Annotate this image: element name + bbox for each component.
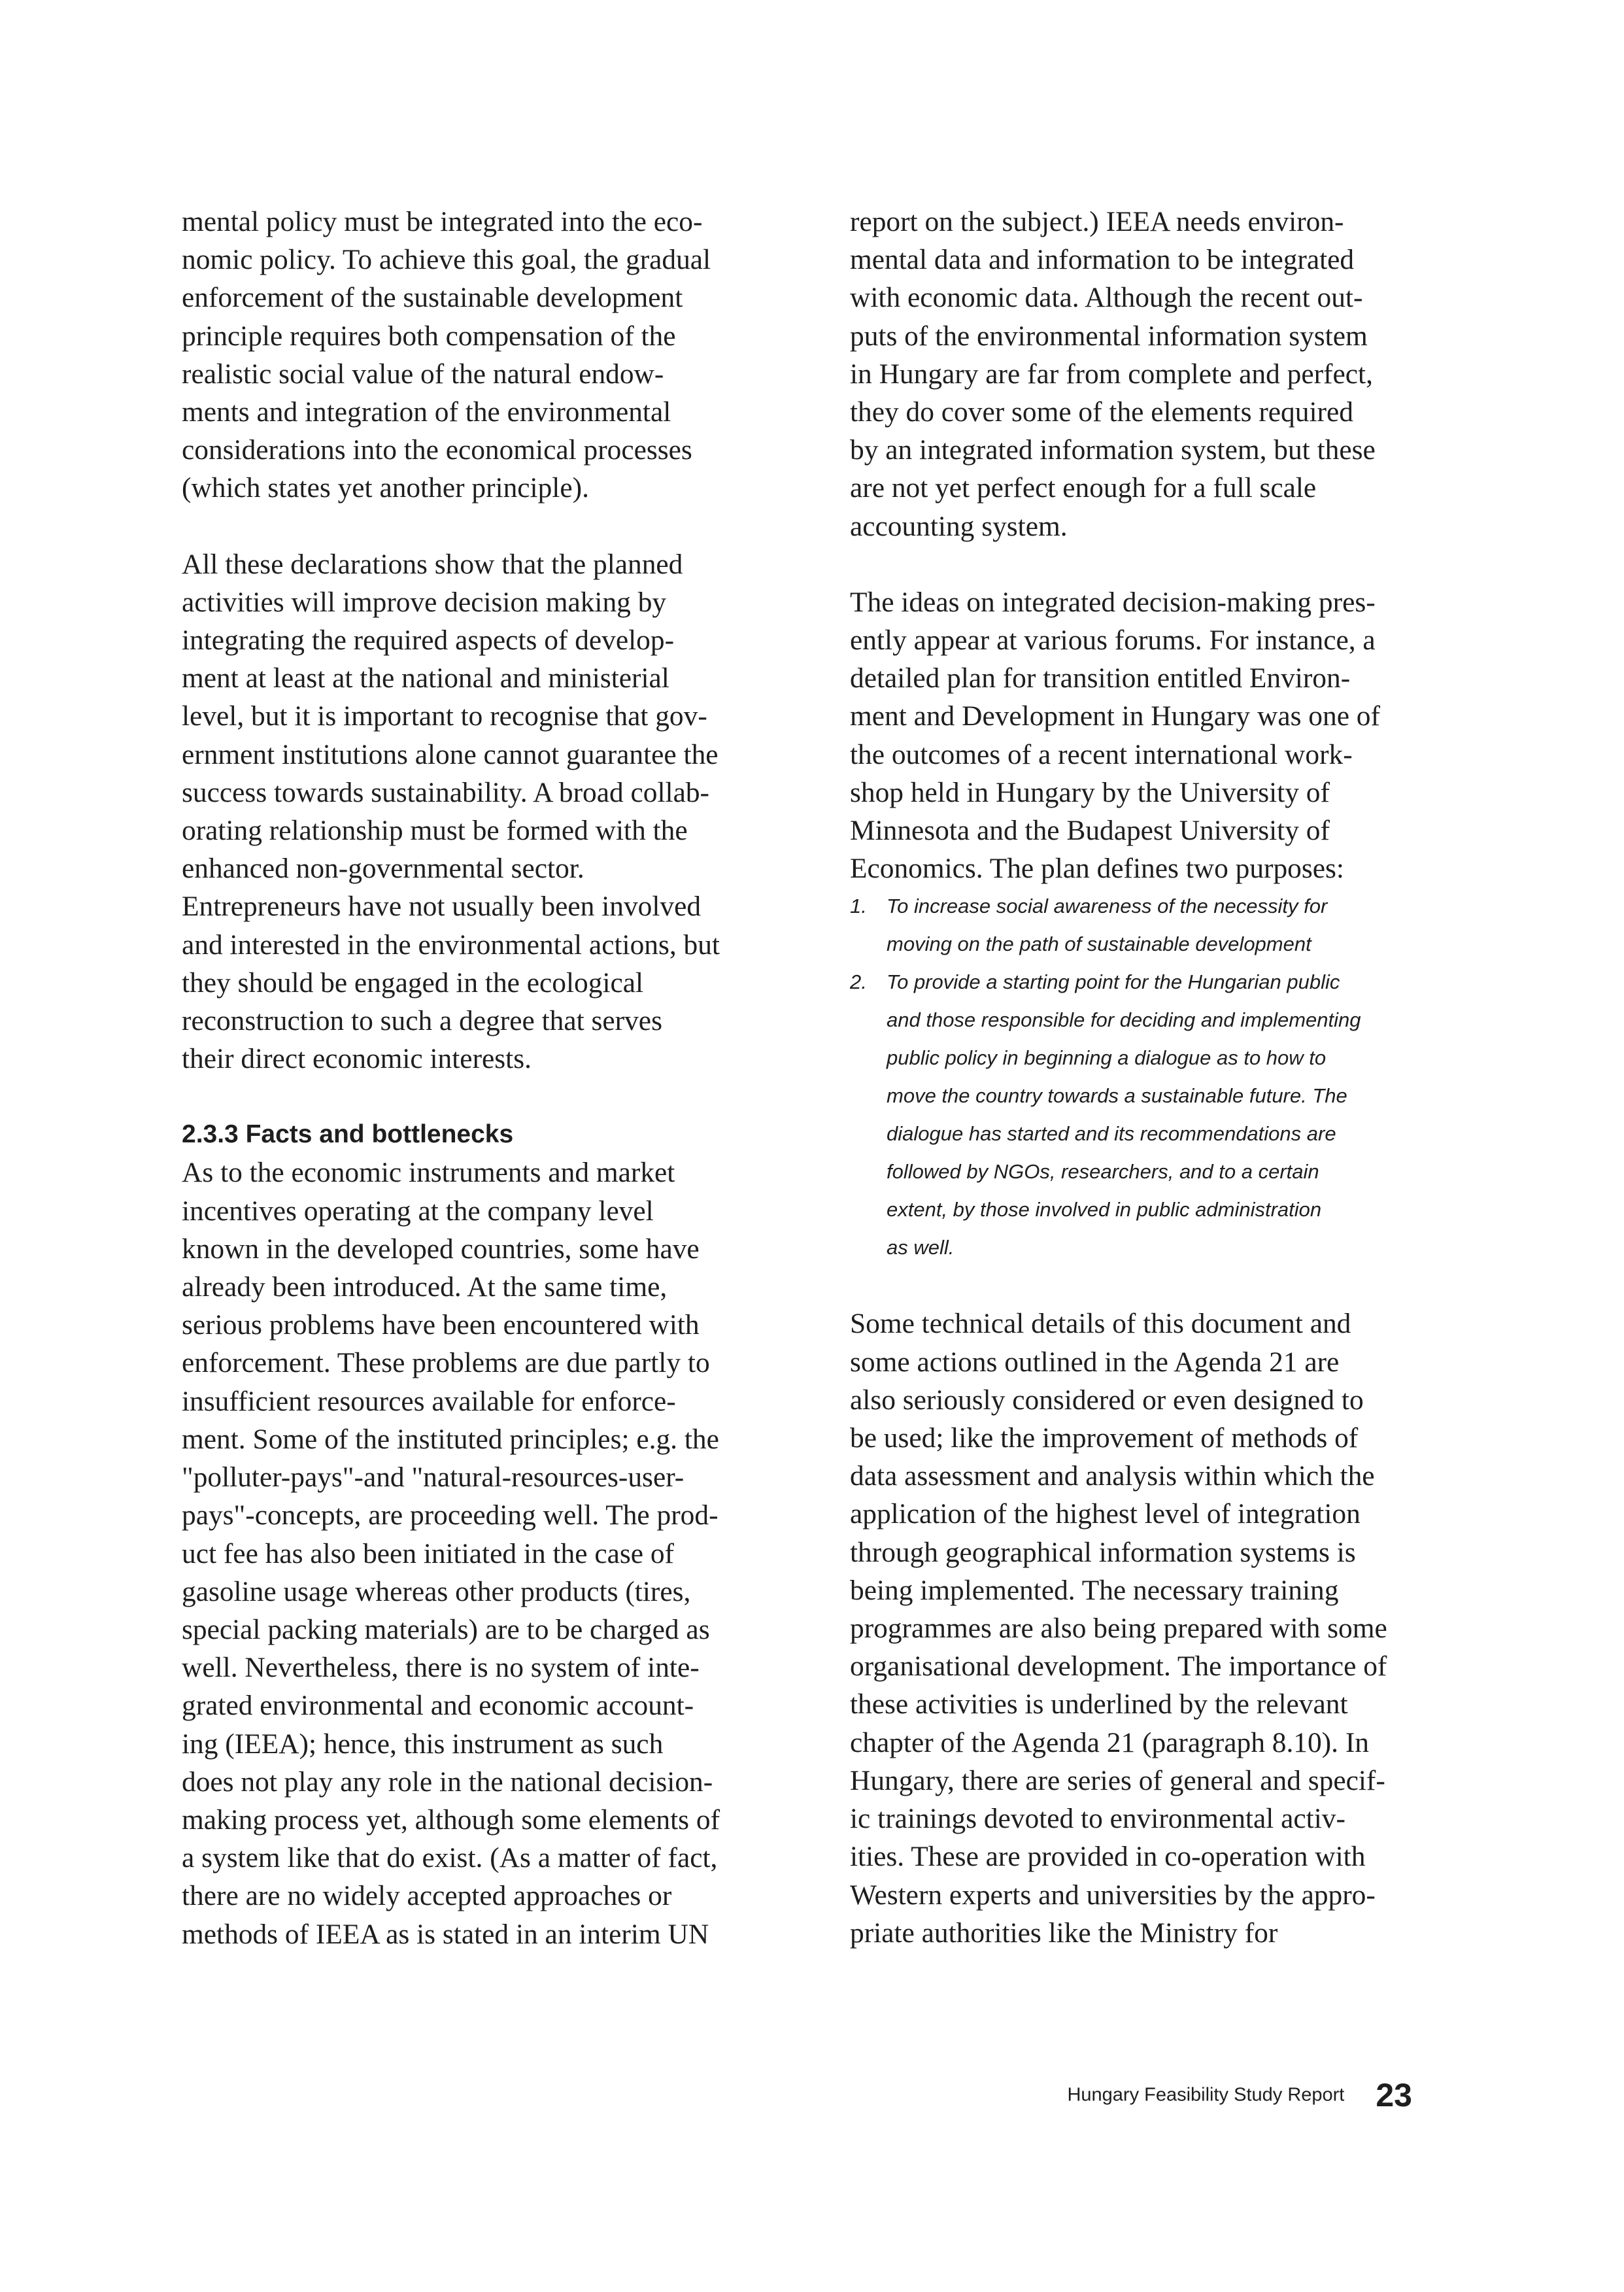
right-paragraph-1: report on the subject.) IEEA needs environ- mental data and information to be integrated with economic data. Although the recent out- puts of the environmental information system in Hungary are far from complete and perfect, they do cover some of the elements required by an integrated information system, but these are not yet perfect enough for a full scale accounting system. [850,206,1376,542]
right-paragraph-3: Some technical details of this document and some actions outlined in the Agenda 21 are also seriously considered or even designed to be used; like the improvement of methods of data assessment and analysis within which the application of the highest level of integration through geographical information systems is being implemented. The necessary training programmes are also being prepared with some organisational development. The importance of these activities is underlined by the relevant chapter of the Agenda 21 (paragraph 8.10). In Hungary, there are series of general and specif- ic trainings devoted to environmental activ- ities. These are provided in co-operation with Western experts and universities by the appro- priate authorities like the Ministry for [850,1308,1387,1949]
list-item [850,963,1432,1267]
list-item-number: 2. [850,970,867,994]
list-item [850,887,1432,963]
purposes-list [850,887,1432,1267]
list-item-text: To provide a starting point for the Hungarian public and those responsible for deciding and implementing public policy in beginning a dialogue as to how to move the country towards a sustainable future. The dialogue has started and its recommendations are followed by NGOs, researchers, and to a certain extent, by those involved in public administration as well. [887,970,1361,1259]
paragraph-spacer [850,545,1432,583]
right-column [850,203,1432,1952]
list-item-text: To increase social awareness of the necessity for moving on the path of sustainable development [887,895,1328,956]
left-column [182,203,757,1953]
paragraph-spacer [182,1078,757,1116]
page-number: 23 [1376,2077,1412,2113]
list-item-number: 1. [850,895,867,918]
page-footer [1046,2076,1412,2114]
left-paragraph-3: As to the economic instruments and market incentives operating at the company level known in the developed countries, some have already been introduced. At the same time, serious problems have been encountered with enforcement. These problems are due partly to insufficient resources available for enforce- ment. Some of the instituted principles; e.g. the "polluter-pays"-and "natural-resources-user- pays"-concepts, are proceeding well. The prod- uct fee has also been initiated in the case of gasoline usage whereas other products (tires, special packing materials) are to be charged as well. Nevertheless, there is no system of inte- grated environmental and economic account- ing (IEEA); hence, this instrument as such does not play any role in the national decision- making process yet, although some elements of a system like that do exist. (As a matter of fact, there are no widely accepted approaches or methods of IEEA as is stated in an interim UN [182,1157,720,1950]
footer-report-title: Hungary Feasibility Study Report [1067,2084,1345,2106]
paragraph-spacer [850,1267,1432,1305]
left-paragraph-2: All these declarations show that the planned activities will improve decision making by integrating the required aspects of develop- ment at least at the national and ministerial level, but it is important to recognise that gov- ernment institutions alone cannot guarantee the success towards sustainability. A broad collab- orating relationship must be formed with the enhanced non-governmental sector. Entrepreneurs have not usually been involved and interested in the environmental actions, but they should be engaged in the ecological reconstruction to such a degree that serves their direct economic interests. [182,548,720,1075]
left-paragraph-1: mental policy must be integrated into the eco- nomic policy. To achieve this goal, the gradual enforcement of the sustainable development principle requires both compensation of the realistic social value of the natural endow- ments and integration of the environmental considerations into the economical processes (which states yet another principle). [182,206,711,504]
right-paragraph-2: The ideas on integrated decision-making pres- ently appear at various forums. For instance, a detailed plan for transition entitled Environ- ment and Development in Hungary was one of the outcomes of a recent international work- shop held in Hungary by the University of Minnesota and the Budapest University of Economics. The plan defines two purposes: [850,586,1380,885]
section-heading: 2.3.3 Facts and bottlenecks [182,1120,514,1149]
paragraph-spacer [182,507,757,545]
